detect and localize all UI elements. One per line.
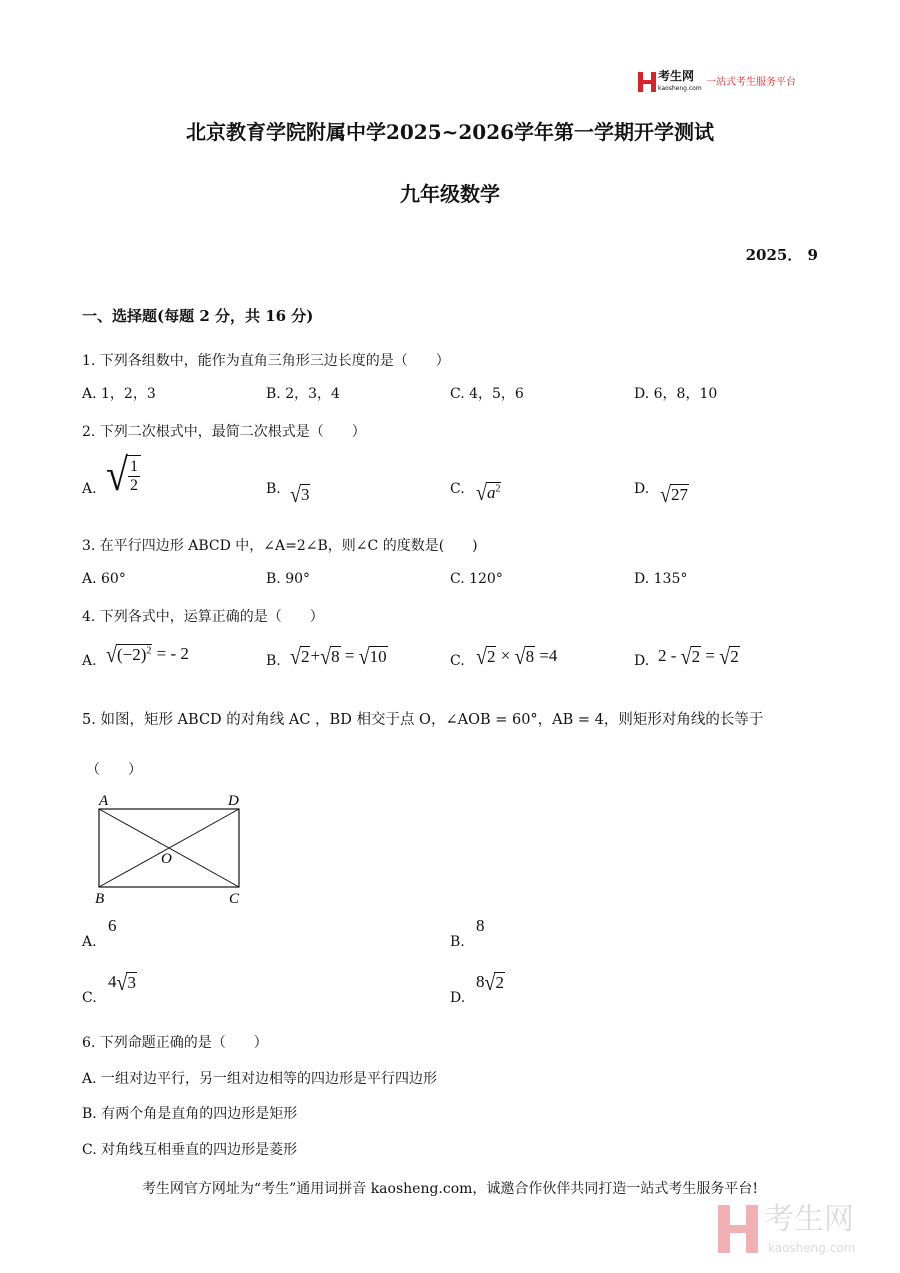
radicand [494,972,505,993]
radical-sign: √ [290,482,301,508]
radical [719,644,739,670]
watermark-name: 考生网 [764,1202,854,1237]
radical-sign: √ [320,644,332,670]
q6-option-a: A. 一组对边平行，另一组对边相等的四边形是平行四边形 [82,1071,438,1087]
question-5-paren: （ ） [86,762,142,778]
radical-sign: √ [106,642,117,668]
footer-note: 考生网官方网址为“考生”通用词拼音 kaosheng.com，诚邀合作伙伴共同打造一站式考生服务平台! [141,1181,759,1197]
radicand-value: 27 [670,485,688,504]
vertex-label-a: A [99,793,109,809]
q2-option-c-math [476,480,501,506]
question-3-stem: 3. 在平行四边形 ABCD 中，∠A=2∠B，则∠C 的度数是( ) [82,538,478,554]
q4-option-c-math [476,644,558,670]
radicand-value: (−2) [116,645,147,664]
radicand-value: 2 [730,647,739,666]
center-label-o: O [161,851,172,867]
q4-label-c: C. [450,653,465,669]
radical-sign: √ [476,480,487,506]
vertex-label-d: D [228,793,239,809]
radicand-value: 2 [691,647,701,666]
radicand-value: a [486,483,496,502]
q5-option-b-math [476,916,485,936]
radical [106,448,141,501]
question-2-stem: 2. 下列二次根式中，最简二次根式是（ ） [82,424,366,440]
radicand-value: 3 [300,485,310,504]
q3-option-d: D. 135° [634,571,688,587]
q1-option-b: B. 2，3，4 [266,386,340,402]
math-text: = [340,646,359,665]
q3-option-c: C. 120° [450,571,503,587]
radicand-value: 8 [525,647,535,666]
q1-option-d: D. 6，8，10 [634,386,718,402]
watermark-domain: kaosheng.com [768,1241,856,1255]
radical [660,482,689,508]
logo-slogan: 一站式考生服务平台 [706,77,796,88]
radicand [330,646,341,667]
q1-option-c: C. 4，5，6 [450,386,524,402]
radicand-value: 2 [495,973,504,992]
radical [514,644,535,670]
q5-label-a: A. [82,934,97,950]
radical [484,970,505,996]
exponent: 2 [146,645,152,657]
watermark-logo-icon [718,1205,758,1253]
radical-sign: √ [719,644,731,670]
q5-label-d: D. [450,990,466,1006]
radical [476,644,496,670]
question-4-stem: 4. 下列各式中，运算正确的是（ ） [82,609,324,625]
logo-name: 考生网 [658,69,695,83]
radical [116,970,137,996]
q5-option-d-math [476,970,505,996]
q2-label-c: C. [450,481,465,497]
math-text: + [310,646,321,665]
radical [358,644,388,670]
radicand-value: 10 [369,647,387,666]
radicand-value: 8 [331,647,340,666]
vertex-label-c: C [229,891,240,905]
radical [106,642,152,668]
radical-sign: √ [680,644,692,670]
q5-option-c-math [108,970,137,996]
radicand [729,646,740,667]
radical-sign: √ [514,644,526,670]
logo-domain: kaosheng.com [658,85,702,92]
q6-option-b: B. 有两个角是直角的四边形是矩形 [82,1106,298,1122]
q4-label-a: A. [82,653,97,669]
math-text: 6 [108,916,117,935]
q4-label-d: D. [634,653,650,669]
radical [320,644,340,670]
radicand [126,972,137,993]
radical-sign: √ [476,644,487,670]
exponent: 2 [495,483,501,495]
question-5-stem: 5. 如图，矩形 ABCD 的对角线 AC ，BD 相交于点 O，∠AOB = 60°，AB = 4，则矩形对角线的长等于 [82,712,764,728]
q2-option-d-math [660,482,689,508]
radical [290,644,310,670]
radicand [127,455,141,495]
q1-option-a: A. 1，2，3 [82,386,156,402]
q4-option-b-math [290,644,388,670]
brand-logo [638,70,808,96]
vertex-label-b: B [95,891,105,905]
denominator: 2 [129,477,138,494]
q2-option-b-math [290,482,310,508]
radicand [486,646,497,667]
q5-label-c: C. [82,990,97,1006]
q2-label-b: B. [266,481,281,497]
watermark-logo [718,1202,888,1261]
radical [476,480,501,506]
radical-sign: √ [290,644,301,670]
q3-option-a: A. 60° [82,571,126,587]
radical-sign: √ [106,448,128,501]
q4-option-d-math [658,644,740,670]
radicand-value: 2 [486,647,496,666]
radicand [670,484,689,505]
exam-subtitle: 九年级数学 [400,182,500,206]
q2-label-a: A. [82,481,97,497]
q6-option-c: C. 对角线互相垂直的四边形是菱形 [82,1142,298,1158]
q5-label-b: B. [450,934,465,950]
exam-date: 2025． 9 [745,246,818,264]
brand-logo-icon [638,72,656,92]
question-1-stem: 1. 下列各组数中，能作为直角三角形三边长度的是（ ） [82,353,450,369]
math-text: 8 [476,972,485,991]
radicand [525,646,536,667]
radical [680,644,701,670]
exam-title: 北京教育学院附属中学2025~2026学年第一学期开学测试 [185,120,715,144]
section-heading: 一、选择题(每题 2 分，共 16 分) [82,307,314,325]
math-text: 8 [476,916,485,935]
math-text: =4 [535,646,558,665]
radicand-value: 2 [300,647,310,666]
math-text: = - 2 [152,644,189,663]
numerator: 1 [129,458,138,475]
radical-sign: √ [484,970,496,996]
math-text: 2 - [658,646,681,665]
radical-sign: √ [660,482,671,508]
radicand-value: 3 [127,973,136,992]
q5-option-a-math [108,916,117,936]
math-text: 4 [108,972,117,991]
radicand [369,646,388,667]
radicand [691,646,702,667]
radicand [300,484,311,505]
q2-option-a-math [106,448,141,501]
radicand [116,644,152,665]
q2-label-d: D. [634,481,650,497]
q4-label-b: B. [266,653,281,669]
q3-option-b: B. 90° [266,571,311,587]
math-text: × [496,646,515,665]
radical-sign: √ [116,970,128,996]
math-text: = [701,646,720,665]
rectangle-figure [90,790,250,905]
radicand [486,482,502,503]
radicand [300,646,311,667]
radical-sign: √ [358,644,370,670]
q4-option-a-math [106,642,189,668]
radical [290,482,310,508]
fraction [128,458,140,495]
question-6-stem: 6. 下列命题正确的是（ ） [82,1035,268,1051]
